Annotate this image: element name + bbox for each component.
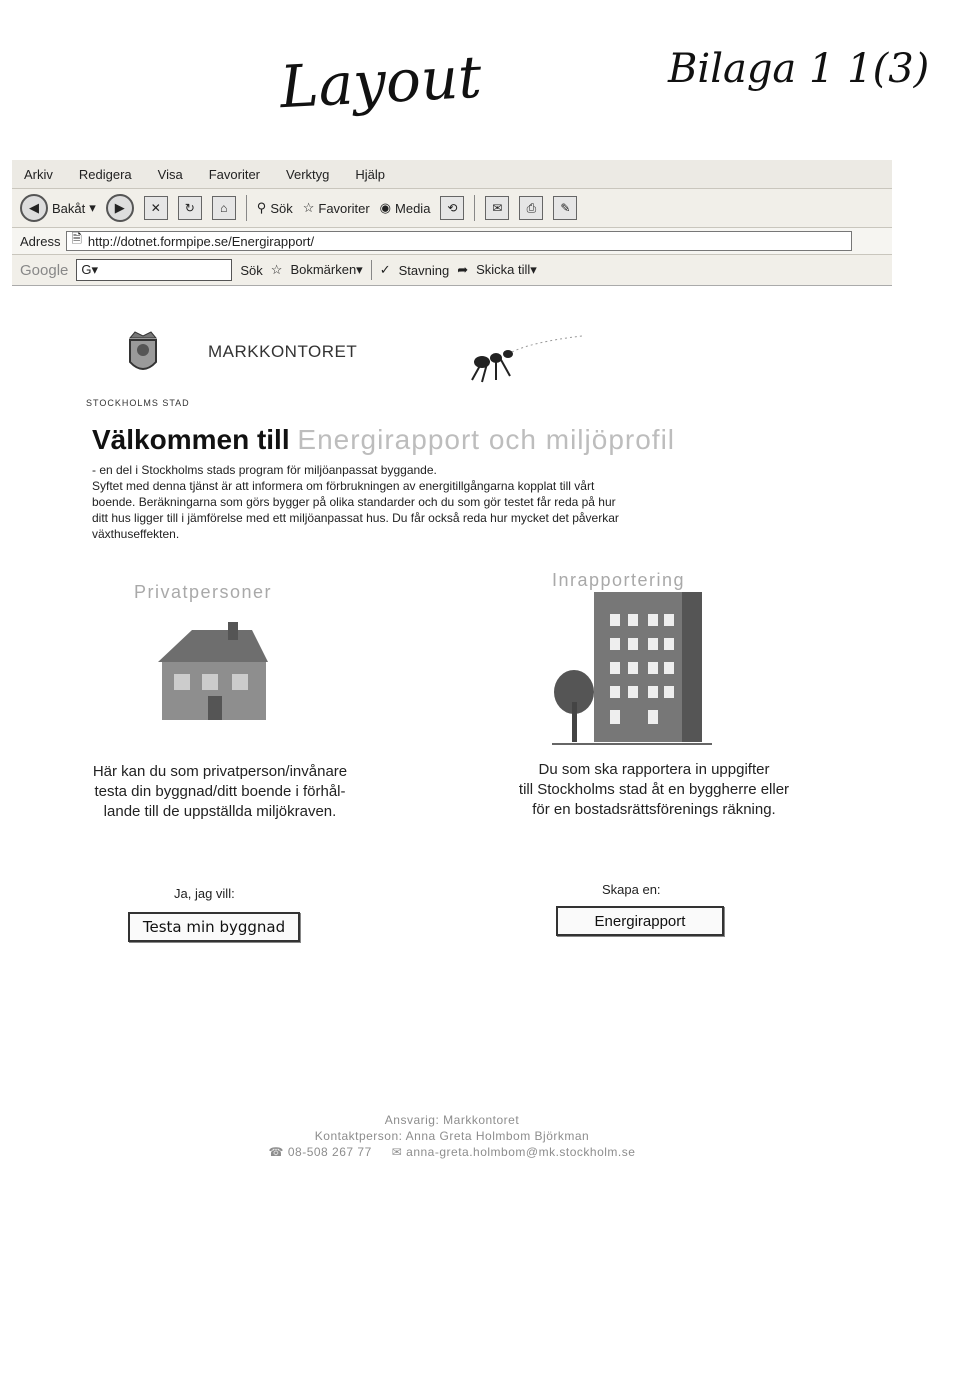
intro-line: Syftet med denna tjänst är att informera om förbrukningen av energitillgångarna kopplat till vårt [92, 479, 595, 493]
footer [242, 1112, 662, 1160]
house-icon[interactable] [152, 622, 272, 722]
welcome-product: Energirapport och miljöprofil [297, 424, 676, 455]
refresh-icon[interactable]: ↻ [178, 196, 202, 220]
google-search-input[interactable] [76, 259, 232, 281]
menu-hjalp[interactable]: Hjälp [355, 166, 385, 182]
report-desc-line: Du som ska rapportera in uppgifter [538, 761, 770, 778]
org-name: MARKKONTORET [208, 342, 358, 361]
private-desc-line: testa din byggnad/ditt boende i förhål- [94, 783, 346, 800]
intro-line: växthuseffekten. [92, 527, 180, 541]
stockholm-seal-icon [90, 312, 196, 400]
favorites-label: Favoriter [318, 200, 370, 216]
page-content [12, 302, 892, 1182]
send-to-button[interactable]: Skicka till▾ [476, 262, 537, 277]
print-icon[interactable]: ⎙ [519, 196, 543, 220]
footer-phone: 08-508 267 77 [287, 1145, 372, 1159]
send-to-icon: ➦ [457, 262, 469, 277]
footer-email-wrap[interactable] [392, 1144, 636, 1160]
intro-line: - en del i Stockholms stads program för miljöanpassat byggande. [92, 463, 437, 477]
media-icon: ◉ [379, 200, 392, 215]
mail-icon: ✉ [391, 1145, 403, 1159]
address-label: Adress [20, 233, 61, 249]
report-desc-line: för en bostadsrättsförenings räkning. [532, 801, 776, 818]
report-description [484, 760, 824, 820]
back-label: Bakåt [52, 200, 86, 216]
star-icon: ☆ [302, 200, 315, 215]
edit-icon[interactable]: ✎ [553, 196, 577, 220]
search-icon: ⚲ [256, 200, 267, 215]
welcome-heading [92, 424, 675, 456]
menu-visa[interactable]: Visa [157, 166, 183, 182]
mail-icon[interactable]: ✉ [485, 196, 509, 220]
spelling-button[interactable]: Stavning [398, 262, 450, 278]
private-desc-line: lande till de uppställda miljökraven. [103, 803, 337, 820]
intro-line: ditt hus ligger till i jämförelse med ett miljöanpassat hus. Du får också reda hur mycket det påverkar [92, 511, 619, 525]
ant-icon [452, 330, 592, 390]
footer-contact-row [242, 1144, 662, 1160]
media-label: Media [395, 200, 431, 216]
spellcheck-icon: ✓ [379, 262, 391, 277]
menu-favoriter[interactable]: Favoriter [208, 166, 261, 182]
report-heading: Inrapportering [552, 570, 686, 590]
toolbar [12, 189, 892, 228]
report-desc-line: till Stockholms stad åt en byggherre eller [518, 781, 790, 798]
address-bar [12, 228, 892, 255]
stop-icon[interactable]: ✕ [144, 196, 168, 220]
search-label: Sök [270, 200, 293, 216]
handwritten-tag: Bilaga 1 1(3) [668, 46, 930, 92]
google-search-button[interactable]: Sök [240, 262, 263, 278]
forward-button[interactable]: ▶ [106, 194, 134, 222]
test-building-button[interactable]: Testa min byggnad [128, 912, 300, 942]
private-desc-line: Här kan du som privatperson/invånare [92, 763, 348, 780]
back-arrow-icon: ◀ [20, 194, 48, 222]
private-cta-label: Ja, jag vill: [174, 886, 235, 901]
bookmarks-button[interactable]: Bokmärken▾ [290, 262, 363, 277]
google-g-icon: G▾ [81, 262, 99, 277]
google-toolbar [12, 255, 892, 286]
browser-window [12, 160, 892, 286]
menu-redigera[interactable]: Redigera [78, 166, 132, 182]
menu-bar [12, 160, 892, 189]
private-description [70, 762, 370, 822]
history-icon[interactable]: ⟲ [440, 196, 464, 220]
google-logo: Google [20, 261, 69, 279]
star-add-icon[interactable]: ☆ [270, 262, 283, 277]
energy-report-button[interactable]: Energirapport [556, 906, 724, 936]
home-icon[interactable]: ⌂ [212, 196, 236, 220]
footer-responsible: Ansvarig: Markkontoret [384, 1113, 520, 1127]
apartment-building-icon[interactable] [552, 592, 712, 752]
footer-contact: Kontaktperson: Anna Greta Holmbom Björkman [314, 1129, 590, 1143]
toolbar-separator-2 [474, 195, 475, 221]
page-icon: 🗎 [71, 231, 82, 246]
address-url: http://dotnet.formpipe.se/Energirapport/ [87, 233, 315, 249]
footer-phone-wrap [269, 1144, 372, 1160]
intro-text [92, 462, 772, 542]
welcome-bold: Välkommen till [92, 424, 290, 455]
menu-verktyg[interactable]: Verktyg [286, 166, 330, 182]
favorites-button[interactable] [303, 200, 370, 216]
address-input[interactable] [66, 231, 852, 251]
google-separator [371, 260, 372, 280]
footer-email[interactable]: anna-greta.holmbom@mk.stockholm.se [406, 1145, 636, 1159]
back-button[interactable]: ◀ Bakåt ▾ [20, 194, 96, 222]
toolbar-separator [246, 195, 247, 221]
search-button[interactable] [257, 200, 293, 216]
intro-line: boende. Beräkningarna som görs bygger på olika standarder och du som gör testet får reda på hur [92, 495, 616, 509]
media-button[interactable] [380, 200, 431, 216]
phone-icon: ☎ [268, 1145, 284, 1159]
private-heading: Privatpersoner [134, 582, 273, 602]
seal-text: STOCKHOLMS STAD [86, 398, 190, 408]
menu-arkiv[interactable]: Arkiv [24, 166, 53, 182]
handwritten-title: Layout [278, 42, 484, 122]
report-cta-label: Skapa en: [602, 882, 661, 897]
